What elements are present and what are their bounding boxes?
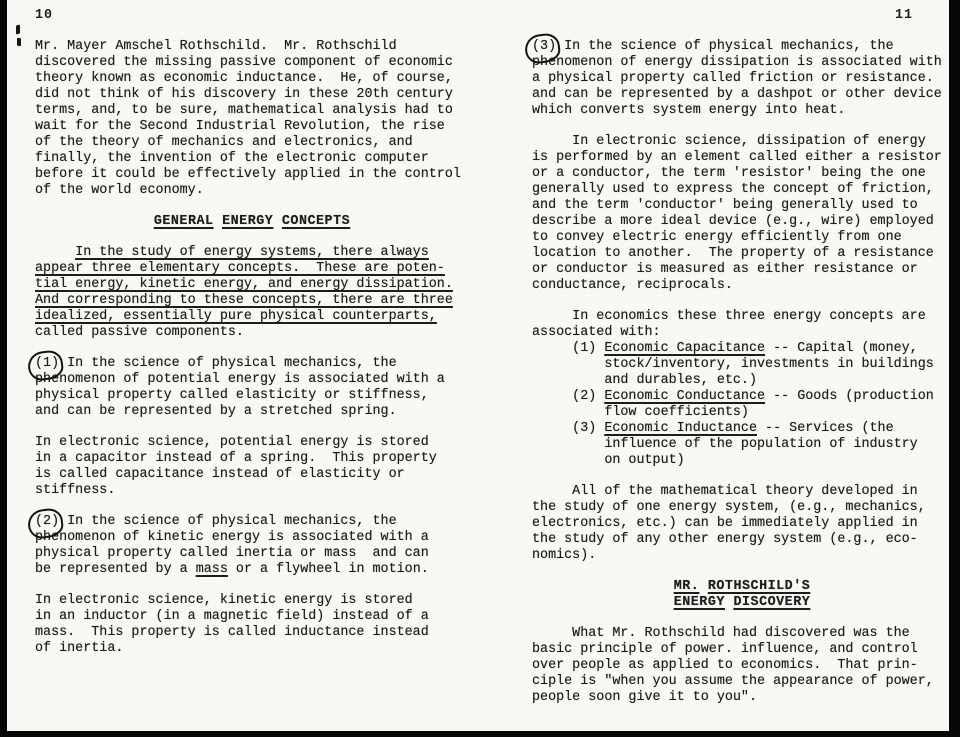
- text-line: before it could be effectively applied in the control: [35, 167, 461, 182]
- text-line: stock/inventory, investments in buildings: [532, 357, 934, 372]
- text-line: in a capacitor instead of a spring. This property: [35, 451, 437, 466]
- text-line: flow coefficients): [532, 405, 749, 420]
- text-line: describe a more ideal device (e.g., wire) employed: [532, 214, 934, 229]
- text-line: In economics these three energy concepts are: [532, 309, 926, 324]
- text-line: terms, and, to be sure, mathematical analysis had to: [35, 103, 453, 118]
- circled-list-number: (3): [532, 39, 557, 54]
- text-line: (2) Economic Conductance -- Goods (production: [532, 389, 934, 404]
- inductor-paragraph: [35, 593, 469, 657]
- text-line: (1) In the science of physical mechanics, the: [35, 356, 397, 371]
- text-line: In electronic science, kinetic energy is stored: [35, 593, 413, 608]
- power-principle-paragraph: [532, 626, 952, 706]
- text-line: and the term 'conductor' being generally used to: [532, 198, 918, 213]
- underlined-text: idealized, essentially pure physical counterparts,: [35, 309, 437, 324]
- text-line: the study of any other energy system (e.g., eco-: [532, 532, 918, 547]
- energy-dissipation-paragraph: [532, 39, 952, 119]
- text-line: is called capacitance instead of elasticity or: [35, 467, 405, 482]
- kinetic-energy-paragraph: [35, 514, 469, 578]
- text-line: mass. This property is called inductance instead: [35, 625, 429, 640]
- text-line: (1) Economic Capacitance -- Capital (money,: [532, 341, 918, 356]
- text-line: [35, 309, 469, 325]
- text-line: the study of one energy system, (e.g., mechanics,: [532, 500, 926, 515]
- potential-energy-paragraph: [35, 356, 469, 420]
- text-line: and durables, etc.): [532, 373, 757, 388]
- rothschild-energy-discovery-heading: [532, 579, 952, 611]
- underlined-text: mass: [195, 562, 228, 577]
- text-line: on output): [532, 453, 685, 468]
- text-line: in an inductor (in a magnetic field) instead of a: [35, 609, 429, 624]
- text-line: did not think of his discovery in these 20th century: [35, 87, 453, 102]
- text-line: In electronic science, potential energy is stored: [35, 435, 429, 450]
- text-line: [532, 595, 952, 611]
- underlined-text: ENERGY: [673, 595, 725, 610]
- left-page: [35, 8, 469, 672]
- text-line: and can be represented by a dashpot or other device: [532, 87, 942, 102]
- underlined-text: MR.: [673, 579, 700, 594]
- text-line: which converts system energy into heat.: [532, 103, 846, 118]
- text-line: and can be represented by a stretched spring.: [35, 404, 397, 419]
- text-line: (2) In the science of physical mechanics, the: [35, 514, 397, 529]
- economics-concepts-list: [532, 309, 952, 469]
- general-energy-concepts-heading: [35, 214, 469, 230]
- underlined-text: DISCOVERY: [733, 595, 811, 610]
- text-line: or a conductor, the term 'resistor' being the one: [532, 166, 926, 181]
- text-line: Mr. Mayer Amschel Rothschild. Mr. Rothschild: [35, 39, 397, 54]
- text-line: nomics).: [532, 548, 597, 563]
- mathematical-theory-paragraph: [532, 484, 952, 564]
- underlined-text: Economic Inductance: [604, 421, 758, 436]
- scan-border-bottom: [0, 731, 960, 737]
- text-line: a physical property called friction or resistance.: [532, 71, 934, 86]
- text-line: All of the mathematical theory developed in: [532, 484, 918, 499]
- text-line: (3) Economic Inductance -- Services (the: [532, 421, 894, 436]
- text-line: phenomenon of kinetic energy is associated with a: [35, 530, 429, 545]
- text-line: of inertia.: [35, 641, 124, 656]
- text-line: over people as applied to economics. That prin-: [532, 658, 918, 673]
- text-line: people soon give it to you".: [532, 690, 757, 705]
- text-line: influence of the population of industry: [532, 437, 918, 452]
- left-page-body: [35, 39, 469, 657]
- text-line: called passive components.: [35, 325, 244, 340]
- text-line: discovered the missing passive component of economic: [35, 55, 453, 70]
- underlined-text: And corresponding to these concepts, there are three: [35, 293, 453, 308]
- text-line: is performed by an element called either a resistor: [532, 150, 942, 165]
- text-line: [35, 277, 469, 293]
- text-line: conductance, reciprocals.: [532, 278, 733, 293]
- right-page-body: [532, 39, 952, 706]
- text-line: stiffness.: [35, 483, 116, 498]
- capacitor-paragraph: [35, 435, 469, 499]
- text-line: physical property called elasticity or stiffness,: [35, 388, 429, 403]
- rothschild-intro-paragraph: [35, 39, 469, 199]
- text-line: to convey electric energy efficiently from one: [532, 230, 902, 245]
- underlined-text: CONCEPTS: [281, 214, 351, 229]
- right-page: [532, 8, 952, 721]
- text-line: associated with:: [532, 325, 661, 340]
- text-line: generally used to express the concept of friction,: [532, 182, 934, 197]
- resistor-conductor-paragraph: [532, 134, 952, 294]
- underlined-text: GENERAL: [153, 214, 214, 229]
- underlined-text: Economic Capacitance: [604, 341, 766, 356]
- text-line: In electronic science, dissipation of energy: [532, 134, 926, 149]
- circled-list-number: (2): [35, 514, 60, 529]
- underlined-text: tial energy, kinetic energy, and energy dissipation.: [35, 277, 453, 292]
- scan-border-left: [0, 0, 7, 737]
- underlined-text: ENERGY: [222, 214, 274, 229]
- text-line: ciple is "when you assume the appearance of power,: [532, 674, 934, 689]
- text-line: What Mr. Rothschild had discovered was the: [532, 626, 910, 641]
- text-line: wait for the Second Industrial Revolution, the rise: [35, 119, 445, 134]
- text-line: [35, 293, 469, 309]
- three-concepts-underlined-paragraph: [35, 245, 469, 341]
- underlined-text: In the study of energy systems, there always: [75, 245, 429, 260]
- text-line: phenomenon of energy dissipation is associated with: [532, 55, 942, 70]
- text-line: finally, the invention of the electronic computer: [35, 151, 429, 166]
- text-line: (3) In the science of physical mechanics, the: [532, 39, 894, 54]
- underlined-text: appear three elementary concepts. These are poten-: [35, 261, 445, 276]
- underlined-text: ROTHSCHILD'S: [707, 579, 811, 594]
- text-line: basic principle of power. influence, and control: [532, 642, 918, 657]
- text-line: electronics, etc.) can be immediately applied in: [532, 516, 918, 531]
- page-number-left: 10: [35, 8, 54, 23]
- text-line: of the theory of mechanics and electronics, and: [35, 135, 413, 150]
- text-line: [35, 245, 469, 261]
- text-line: [532, 579, 952, 595]
- text-line: physical property called inertia or mass and can: [35, 546, 429, 561]
- text-line: or conductor is measured as either resistance or: [532, 262, 918, 277]
- text-line: [35, 214, 469, 230]
- text-line: of the world economy.: [35, 183, 204, 198]
- text-line: [35, 261, 469, 277]
- text-line: phenomenon of potential energy is associated with a: [35, 372, 445, 387]
- text-line: be represented by a mass or a flywheel in motion.: [35, 562, 429, 577]
- underlined-text: Economic Conductance: [604, 389, 766, 404]
- page-number-right: 11: [895, 8, 914, 23]
- text-line: theory known as economic inductance. He, of course,: [35, 71, 453, 86]
- scan-artifact-mark: [16, 25, 20, 35]
- circled-list-number: (1): [35, 356, 60, 371]
- scan-artifact-mark: [17, 38, 21, 47]
- text-line: location to another. The property of a resistance: [532, 246, 934, 261]
